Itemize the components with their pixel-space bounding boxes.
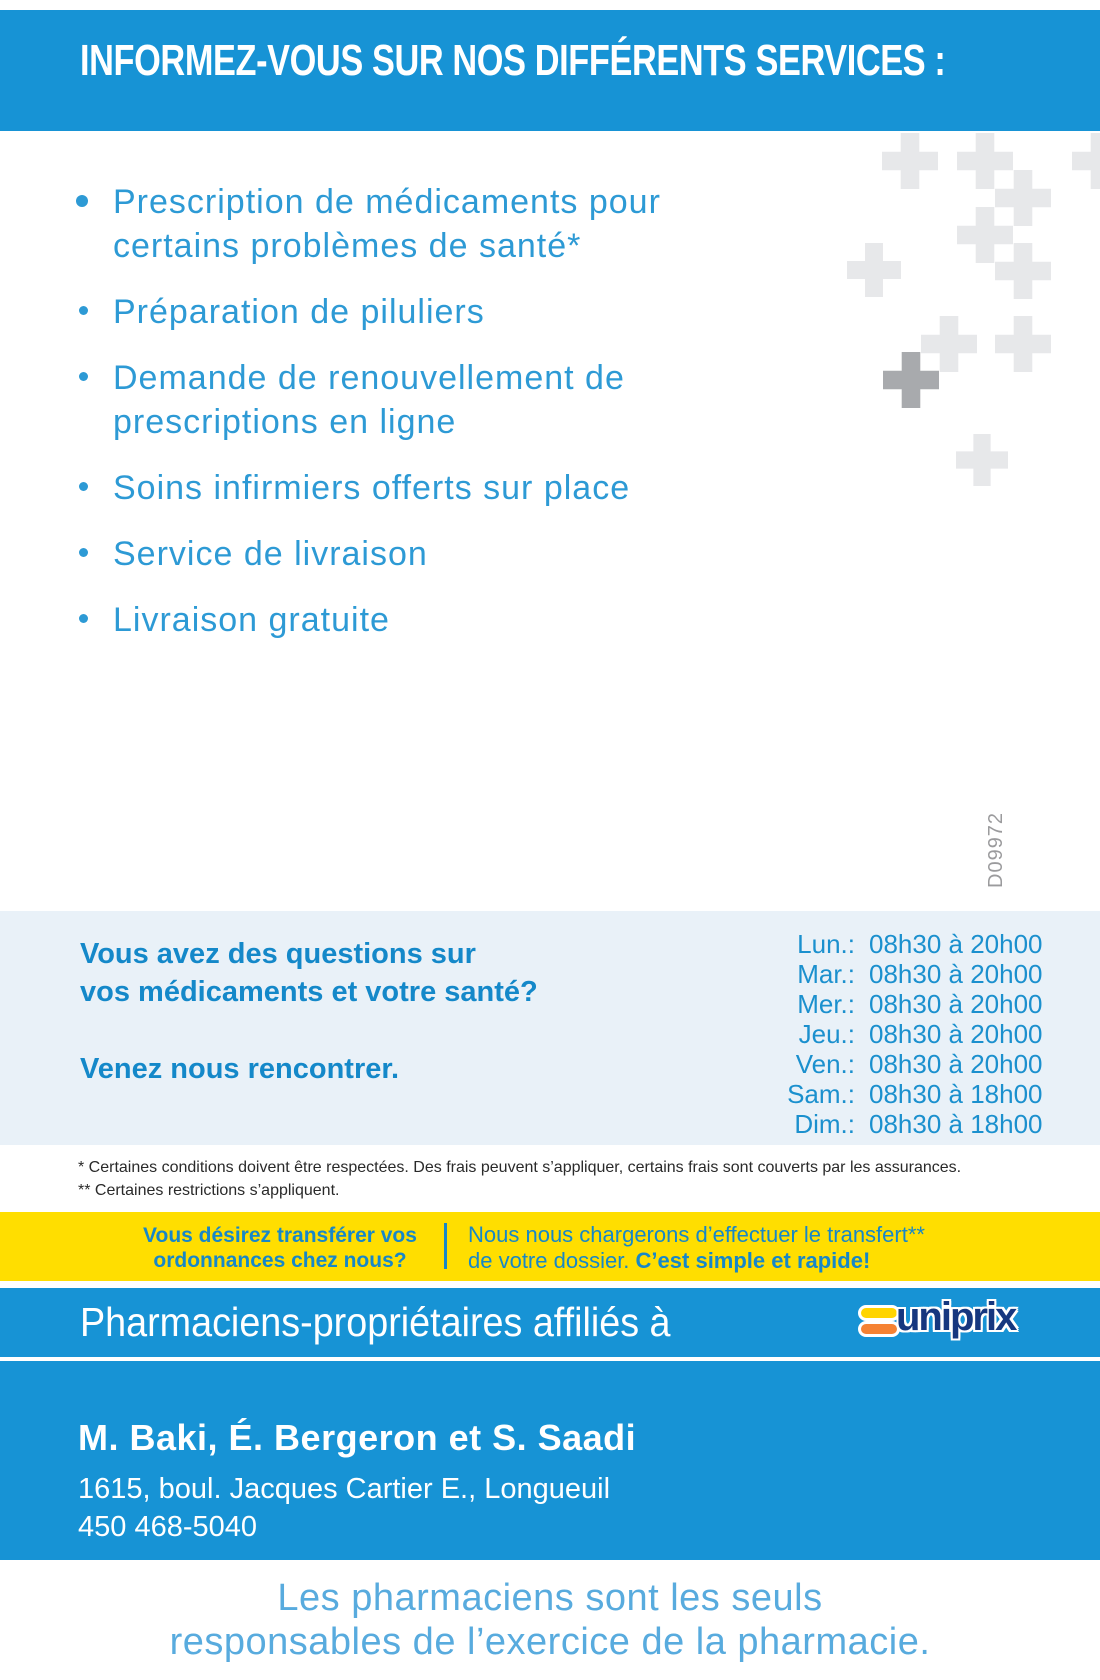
hours-row	[745, 1109, 1043, 1139]
logo-bar-yellow	[858, 1305, 900, 1321]
hours-time: 08h30 à 20h00	[869, 1019, 1043, 1049]
questions-line: vos médicaments et votre santé?	[80, 976, 538, 1008]
bullet-icon	[76, 195, 88, 207]
plus-icon	[847, 243, 901, 297]
disclaimer-line: responsables de l’exercice de la pharmacie.	[169, 1621, 931, 1663]
hours-row	[745, 989, 1043, 1019]
plus-icon	[957, 207, 1013, 263]
bullet-icon	[79, 306, 88, 315]
hours-time: 08h30 à 18h00	[869, 1109, 1043, 1139]
bullet-icon	[79, 614, 88, 623]
vertical-divider	[444, 1223, 447, 1269]
bullet-icon	[79, 372, 88, 381]
affiliation-label: Pharmaciens-propriétaires affiliés à	[80, 1299, 671, 1345]
transfer-question-line: Vous désirez transférer vos	[143, 1224, 417, 1247]
pharmacy-phone: 450 468-5040	[78, 1511, 257, 1543]
footnote-line: ** Certaines restrictions s’appliquent.	[78, 1182, 340, 1199]
opening-hours	[745, 929, 1043, 1139]
transfer-answer-bold: C’est simple et rapide!	[635, 1248, 871, 1273]
hours-time: 08h30 à 20h00	[869, 1049, 1043, 1079]
hours-row	[745, 1049, 1043, 1079]
pharmacy-address: 1615, boul. Jacques Cartier E., Longueuil	[78, 1473, 611, 1505]
service-item	[76, 598, 390, 642]
header-band	[0, 10, 1100, 131]
service-text: Prescription de médicaments pour	[113, 183, 661, 221]
plus-icon	[995, 316, 1051, 372]
questions-panel	[0, 911, 1100, 1145]
transfer-question-line: ordonnances chez nous?	[153, 1249, 407, 1272]
service-text: prescriptions en ligne	[113, 403, 457, 441]
disclaimer-line: Les pharmaciens sont les seuls	[277, 1577, 823, 1619]
service-item	[76, 180, 661, 268]
hours-row	[745, 1019, 1043, 1049]
hours-row	[745, 959, 1043, 989]
hours-row	[745, 929, 1043, 959]
service-text: certains problèmes de santé*	[113, 227, 582, 265]
transfer-answer-regular: de votre dossier.	[468, 1248, 636, 1273]
questions-cta: Venez nous rencontrer.	[80, 1053, 400, 1085]
hours-day: Dim.:	[794, 1109, 855, 1139]
bullet-icon	[79, 482, 88, 491]
plus-icon	[957, 133, 1013, 189]
plus-icon	[995, 243, 1051, 299]
service-text: Demande de renouvellement de	[113, 359, 625, 397]
service-item	[76, 356, 625, 444]
hours-day: Lun.:	[797, 929, 855, 959]
service-item	[76, 290, 485, 334]
uniprix-logo	[858, 1295, 1023, 1344]
hours-time: 08h30 à 20h00	[869, 989, 1043, 1019]
plus-icon	[956, 434, 1008, 486]
plus-icon	[1072, 133, 1100, 189]
pharmacy-info-band	[0, 1361, 1100, 1560]
service-text: Service de livraison	[113, 535, 428, 573]
uniprix-wordmark: uniprix	[896, 1295, 1016, 1339]
questions-heading	[80, 935, 538, 1011]
plus-icon	[882, 133, 938, 189]
hours-row	[745, 1079, 1043, 1109]
plus-icon	[921, 316, 977, 372]
service-text: Soins infirmiers offerts sur place	[113, 469, 631, 507]
affiliation-band	[0, 1288, 1100, 1357]
hours-day: Jeu.:	[798, 1019, 855, 1049]
hours-day: Mer.:	[797, 989, 855, 1019]
service-item	[76, 532, 428, 576]
questions-line: Vous avez des questions sur	[80, 938, 476, 970]
hours-time: 08h30 à 20h00	[869, 929, 1043, 959]
service-item	[76, 466, 630, 510]
legal-disclaimer	[0, 1576, 1100, 1664]
service-text: Livraison gratuite	[113, 601, 390, 639]
hours-time: 08h30 à 20h00	[869, 959, 1043, 989]
plus-icon	[883, 352, 939, 408]
hours-time: 08h30 à 18h00	[869, 1079, 1043, 1109]
document-code: D09972	[985, 811, 1007, 888]
bullet-icon	[79, 548, 88, 557]
hours-day: Sam.:	[787, 1079, 855, 1109]
pharmacy-owners: M. Baki, É. Bergeron et S. Saadi	[78, 1417, 637, 1458]
transfer-answer	[468, 1222, 925, 1274]
footnote-line: * Certaines conditions doivent être respectées. Des frais peuvent s’appliquer, certains frais sont couverts par les assurances.	[78, 1159, 962, 1176]
uniprix-bars-icon	[858, 1305, 900, 1339]
plus-icon	[995, 170, 1051, 226]
service-text: Préparation de piluliers	[113, 293, 485, 331]
transfer-answer-line	[468, 1248, 925, 1274]
logo-bar-orange	[858, 1321, 900, 1337]
hours-day: Ven.:	[795, 1049, 855, 1079]
hours-day: Mar.:	[797, 959, 855, 989]
footnotes	[78, 1156, 961, 1202]
transfer-band	[0, 1212, 1100, 1281]
page-title: INFORMEZ-VOUS SUR NOS DIFFÉRENTS SERVICES :	[80, 36, 946, 85]
transfer-answer-line: Nous nous chargerons d’effectuer le transfert**	[468, 1222, 925, 1247]
transfer-question	[120, 1223, 440, 1273]
